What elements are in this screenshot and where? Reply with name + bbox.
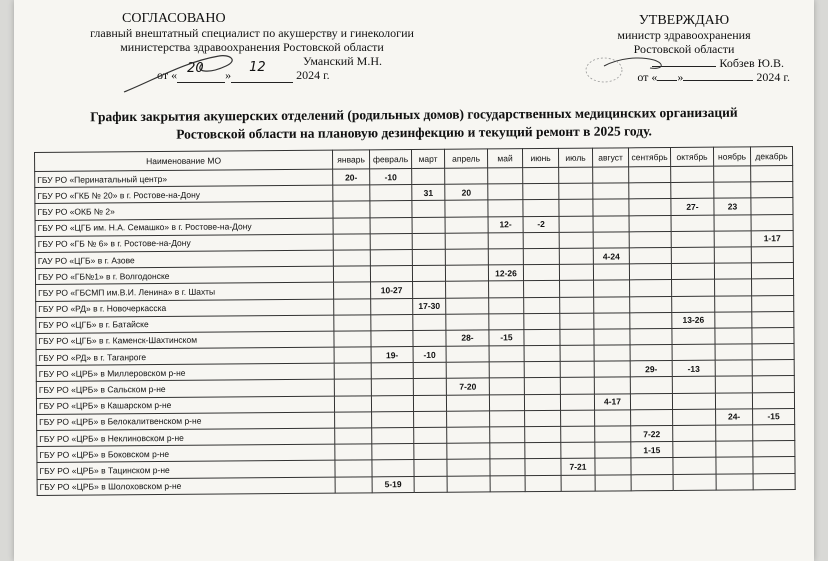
schedule-cell — [490, 443, 525, 459]
schedule-cell — [716, 425, 753, 441]
schedule-cell: 20- — [333, 169, 370, 185]
org-name-cell: ГБУ РО «ЦРБ» в Тацинском р-не — [37, 461, 335, 480]
schedule-cell — [629, 199, 671, 216]
schedule-cell — [752, 311, 794, 328]
schedule-cell — [751, 214, 793, 231]
org-name-cell: ГБУ РО «РД» в г. Новочеркасска — [36, 299, 334, 318]
schedule-cell — [414, 476, 447, 492]
schedule-cell — [414, 460, 447, 476]
month-header: сентябрь — [628, 148, 670, 167]
date-suffix: 2024 г. — [296, 68, 330, 82]
schedule-cell — [561, 410, 595, 426]
schedule-cell: -2 — [523, 216, 559, 232]
schedule-cell — [630, 345, 672, 362]
schedule-cell — [630, 377, 672, 394]
schedule-cell — [715, 328, 752, 344]
schedule-cell — [334, 282, 371, 298]
schedule-cell — [489, 281, 524, 297]
schedule-cell — [370, 201, 412, 218]
schedule-cell — [673, 474, 716, 491]
schedule-cell — [595, 426, 631, 442]
month-header: январь — [332, 150, 369, 169]
schedule-cell — [523, 184, 559, 200]
schedule-cell — [413, 282, 446, 298]
schedule-cell — [334, 363, 371, 379]
approval-left-date: от « 20 » 12 2024 г. — [157, 60, 330, 82]
schedule-cell — [594, 296, 630, 312]
schedule-cell — [594, 313, 630, 329]
org-name-cell: ГАУ РО «ЦГБ» в г. Азове — [35, 250, 333, 269]
approval-right-heading: УТВЕРЖДАЮ — [638, 13, 730, 28]
schedule-cell — [413, 314, 446, 330]
schedule-cell — [334, 331, 371, 347]
schedule-cell — [751, 166, 793, 183]
schedule-cell — [413, 379, 446, 395]
schedule-cell — [751, 198, 793, 215]
schedule-cell — [560, 394, 594, 410]
date-prefix: от « — [157, 68, 178, 82]
schedule-cell — [593, 167, 629, 183]
schedule-cell: 29- — [630, 361, 672, 378]
month-header: март — [411, 149, 444, 168]
schedule-cell: 7-21 — [561, 458, 595, 474]
schedule-cell — [335, 444, 372, 460]
schedule-cell — [560, 280, 594, 296]
month-header: февраль — [369, 150, 411, 169]
schedule-cell — [672, 344, 715, 361]
schedule-cell: 5-19 — [372, 476, 414, 493]
schedule-cell — [370, 233, 412, 250]
schedule-cell — [714, 214, 751, 230]
schedule-cell — [447, 475, 490, 492]
approval-right-date — [574, 70, 794, 84]
schedule-cell — [672, 328, 715, 345]
schedule-cell — [751, 263, 793, 280]
schedule-cell — [488, 200, 523, 216]
schedule-cell: -13 — [672, 360, 715, 377]
org-name-cell: ГБУ РО «ЦГБ» в г. Батайске — [36, 315, 334, 334]
month-header: июль — [558, 148, 592, 167]
schedule-cell — [560, 313, 594, 329]
schedule-cell: 7-22 — [631, 425, 673, 442]
schedule-cell — [629, 183, 671, 200]
org-name-cell: ГБУ РО «Перинатальный центр» — [35, 169, 333, 188]
date-suffix: 2024 г. — [756, 70, 790, 84]
schedule-cell — [752, 376, 794, 393]
schedule-cell — [714, 263, 751, 279]
schedule-cell — [715, 312, 752, 328]
schedule-cell — [630, 328, 672, 345]
title-line-1: График закрытия акушерских отделений (родильных домов) государственных медицинских организаций — [90, 104, 738, 125]
schedule-cell — [446, 362, 489, 379]
month-header: август — [592, 148, 628, 167]
schedule-cell — [752, 392, 794, 409]
schedule-cell — [488, 184, 523, 200]
schedule-cell — [594, 377, 630, 393]
schedule-cell — [489, 297, 524, 313]
schedule-cell — [412, 249, 445, 265]
schedule-cell — [673, 409, 716, 426]
schedule-cell — [595, 410, 631, 426]
schedule-cell — [523, 265, 559, 281]
schedule-cell — [413, 395, 446, 411]
schedule-cell — [372, 460, 414, 477]
schedule-cell — [630, 312, 672, 329]
date-day-handwritten: 20 — [187, 61, 204, 76]
schedule-cell — [333, 217, 370, 233]
document-page — [14, 0, 814, 561]
schedule-cell — [445, 216, 488, 233]
schedule-cell — [370, 266, 412, 283]
schedule-cell — [629, 231, 671, 248]
org-name-cell: ГБУ РО «ЦГБ» в г. Каменск-Шахтинском — [36, 331, 334, 350]
schedule-cell: 20 — [445, 184, 488, 201]
schedule-cell: 4-24 — [593, 248, 629, 264]
schedule-cell — [335, 460, 372, 476]
approval-right-position-1: министр здравоохранения — [617, 28, 751, 42]
schedule-cell — [560, 345, 594, 361]
schedule-cell — [524, 313, 560, 329]
org-name-cell: ГБУ РО «ГКБ № 20» в г. Ростове-на-Дону — [35, 185, 333, 204]
schedule-cell — [524, 297, 560, 313]
schedule-cell — [525, 443, 561, 459]
schedule-cell — [523, 232, 559, 248]
schedule-cell — [751, 182, 793, 199]
schedule-cell — [594, 345, 630, 361]
schedule-cell — [715, 295, 752, 311]
schedule-cell — [672, 393, 715, 410]
schedule-cell — [524, 394, 560, 410]
schedule-cell — [489, 394, 524, 410]
schedule-cell — [334, 395, 371, 411]
schedule-cell — [489, 313, 524, 329]
schedule-cell — [446, 395, 489, 412]
schedule-cell: 1-17 — [751, 230, 793, 247]
schedule-cell — [629, 264, 671, 281]
schedule-cell — [593, 199, 629, 215]
schedule-cell — [524, 345, 560, 361]
schedule-cell: -10 — [413, 346, 446, 362]
schedule-cell: 23 — [714, 198, 751, 214]
org-name-cell: ГБУ РО «ОКБ № 2» — [35, 202, 333, 221]
schedule-cell — [414, 443, 447, 459]
schedule-cell — [488, 168, 523, 184]
schedule-cell — [488, 249, 523, 265]
schedule-cell — [559, 248, 593, 264]
schedule-cell — [335, 476, 372, 492]
schedule-cell — [671, 215, 714, 232]
schedule-cell — [753, 457, 795, 474]
schedule-cell — [630, 393, 672, 410]
schedule-cell — [370, 185, 412, 202]
org-name-cell: ГБУ РО «ЦРБ» в Боковском р-не — [37, 444, 335, 463]
schedule-cell — [446, 346, 489, 363]
schedule-cell — [673, 458, 716, 475]
schedule-cell — [560, 361, 594, 377]
org-header: Наименование МО — [35, 150, 333, 171]
schedule-cell — [489, 362, 524, 378]
schedule-cell — [715, 344, 752, 360]
org-name-cell: ГБУ РО «ЦРБ» в Сальском р-не — [36, 380, 334, 399]
month-header: ноябрь — [713, 147, 750, 166]
schedule-cell — [447, 443, 490, 460]
month-header: май — [487, 149, 522, 168]
schedule-cell: 28- — [446, 330, 489, 347]
table-body — [35, 166, 796, 496]
schedule-cell — [371, 330, 413, 347]
date-prefix: от « — [637, 70, 658, 84]
schedule-cell — [630, 296, 672, 313]
schedule-cell — [629, 167, 671, 184]
schedule-cell — [524, 362, 560, 378]
schedule-cell — [524, 329, 560, 345]
schedule-cell: 10-27 — [371, 282, 413, 299]
schedule-cell: 27- — [671, 199, 714, 216]
schedule-cell — [372, 411, 414, 428]
schedule-cell — [523, 248, 559, 264]
schedule-cell — [673, 441, 716, 458]
schedule-cell — [715, 279, 752, 295]
approval-right-position-2: Ростовской области — [633, 42, 735, 56]
schedule-cell: 7-20 — [446, 378, 489, 395]
schedule-cell — [489, 346, 524, 362]
schedule-cell — [446, 314, 489, 331]
schedule-cell — [593, 264, 629, 280]
schedule-cell — [490, 410, 525, 426]
schedule-cell: 12- — [488, 216, 523, 232]
org-name-cell: ГБУ РО «ЦРБ» в Миллеровском р-не — [36, 363, 334, 382]
schedule-cell — [714, 231, 751, 247]
schedule-cell — [489, 378, 524, 394]
approval-right-name — [574, 56, 794, 70]
title-line-2: Ростовской области на плановую дезинфекцию и текущий ремонт в 2025 году. — [176, 123, 652, 142]
schedule-table — [34, 146, 796, 496]
schedule-cell — [672, 279, 715, 296]
schedule-cell — [594, 280, 630, 296]
schedule-cell — [490, 459, 525, 475]
schedule-cell — [414, 427, 447, 443]
org-name-cell: ГБУ РО «ЦРБ» в Белокалитвенском р-не — [37, 412, 335, 431]
schedule-cell: 24- — [716, 409, 753, 425]
schedule-cell — [445, 168, 488, 185]
month-header: июнь — [522, 148, 558, 167]
schedule-cell — [630, 280, 672, 297]
schedule-cell — [445, 265, 488, 282]
schedule-cell — [631, 474, 673, 491]
schedule-cell: 13-26 — [672, 312, 715, 329]
schedule-cell — [752, 279, 794, 296]
schedule-cell — [412, 201, 445, 217]
schedule-cell — [446, 281, 489, 298]
schedule-cell — [593, 183, 629, 199]
schedule-cell — [752, 360, 794, 377]
org-name-cell: ГБУ РО «ЦРБ» в Неклиновском р-не — [37, 428, 335, 447]
approval-left-position-1: главный внештатный специалист по акушерству и гинекологии — [90, 26, 414, 40]
schedule-cell — [752, 295, 794, 312]
schedule-cell: -15 — [489, 330, 524, 346]
schedule-cell — [671, 247, 714, 264]
schedule-cell — [671, 166, 714, 183]
schedule-cell — [523, 167, 559, 183]
schedule-cell — [370, 249, 412, 266]
schedule-cell — [524, 378, 560, 394]
schedule-cell — [447, 459, 490, 476]
month-header: октябрь — [670, 147, 713, 166]
schedule-cell — [559, 216, 593, 232]
schedule-cell — [445, 233, 488, 250]
schedule-cell — [715, 392, 752, 408]
schedule-cell — [561, 426, 595, 442]
schedule-cell — [593, 232, 629, 248]
schedule-cell — [334, 379, 371, 395]
schedule-cell — [524, 281, 560, 297]
schedule-cell: -10 — [370, 169, 412, 186]
org-name-cell: ГБУ РО «ГБСМП им.В.И. Ленина» в г. Шахты — [36, 282, 334, 301]
schedule-cell — [559, 264, 593, 280]
schedule-cell — [752, 344, 794, 361]
schedule-cell — [560, 297, 594, 313]
schedule-cell — [753, 441, 795, 458]
schedule-cell — [490, 427, 525, 443]
month-header: апрель — [444, 149, 487, 168]
schedule-cell — [525, 475, 561, 491]
schedule-cell: 4-17 — [594, 393, 630, 409]
document-title — [44, 103, 784, 144]
schedule-cell — [631, 458, 673, 475]
schedule-cell — [412, 233, 445, 249]
schedule-cell — [333, 185, 370, 201]
schedule-cell — [714, 182, 751, 198]
month-header: декабрь — [750, 147, 792, 166]
schedule-cell — [672, 377, 715, 394]
approval-block-left — [62, 12, 442, 83]
org-name-cell: ГБУ РО «ГБ № 6» в г. Ростове-на-Дону — [35, 234, 333, 253]
schedule-cell — [671, 231, 714, 248]
schedule-cell — [715, 360, 752, 376]
schedule-cell — [716, 473, 753, 489]
approval-right-name-text: Кобзев Ю.В. — [719, 56, 784, 70]
schedule-cell: 17-30 — [413, 298, 446, 314]
org-name-cell: ГБУ РО «ЦРБ» в Кашарском р-не — [36, 396, 334, 415]
schedule-cell — [371, 379, 413, 396]
schedule-cell — [447, 427, 490, 444]
schedule-cell — [371, 395, 413, 412]
schedule-cell — [335, 412, 372, 428]
approval-left-name: Уманский М.Н. — [302, 54, 382, 68]
org-name-cell: ГБУ РО «ЦГБ им. Н.А. Семашко» в г. Ростове-на-Дону — [35, 218, 333, 237]
schedule-cell — [412, 217, 445, 233]
schedule-cell — [412, 265, 445, 281]
schedule-cell — [716, 441, 753, 457]
schedule-cell — [333, 250, 370, 266]
schedule-cell — [673, 425, 716, 442]
schedule-cell — [629, 247, 671, 264]
schedule-cell — [445, 200, 488, 217]
schedule-cell — [714, 247, 751, 263]
schedule-cell — [671, 182, 714, 199]
schedule-cell — [561, 475, 595, 491]
schedule-cell — [413, 363, 446, 379]
schedule-cell — [488, 232, 523, 248]
schedule-cell — [333, 201, 370, 217]
schedule-cell — [594, 361, 630, 377]
schedule-cell — [714, 166, 751, 182]
approval-block-right — [574, 14, 794, 84]
schedule-cell — [559, 232, 593, 248]
schedule-cell — [333, 266, 370, 282]
schedule-cell — [372, 428, 414, 445]
schedule-cell — [525, 410, 561, 426]
schedule-cell — [753, 425, 795, 442]
schedule-cell — [525, 459, 561, 475]
schedule-cell — [595, 458, 631, 474]
schedule-cell — [751, 246, 793, 263]
schedule-cell — [753, 473, 795, 490]
schedule-cell — [559, 199, 593, 215]
schedule-cell — [446, 297, 489, 314]
schedule-cell — [371, 363, 413, 380]
schedule-cell — [594, 329, 630, 345]
schedule-cell — [445, 249, 488, 266]
schedule-cell — [561, 442, 595, 458]
schedule-cell: 31 — [412, 184, 445, 200]
schedule-cell — [593, 215, 629, 231]
schedule-cell — [560, 329, 594, 345]
approval-left-position-2: министерства здравоохранения Ростовской области — [120, 40, 384, 54]
org-name-cell: ГБУ РО «ГБ№1» в г. Волгодонске — [35, 266, 333, 285]
schedule-cell — [560, 378, 594, 394]
schedule-cell — [671, 263, 714, 280]
schedule-cell — [595, 442, 631, 458]
schedule-cell — [490, 475, 525, 491]
schedule-cell — [334, 298, 371, 314]
org-name-cell: ГБУ РО «ЦРБ» в Шолоховском р-не — [37, 477, 335, 496]
schedule-cell — [631, 409, 673, 426]
schedule-cell: 19- — [371, 347, 413, 364]
schedule-cell — [335, 428, 372, 444]
schedule-cell — [559, 167, 593, 183]
schedule-cell: -15 — [753, 408, 795, 425]
schedule-cell — [716, 457, 753, 473]
schedule-cell — [370, 217, 412, 234]
date-mid: » — [677, 70, 684, 84]
schedule-cell — [334, 315, 371, 331]
schedule-cell — [333, 234, 370, 250]
schedule-cell — [525, 426, 561, 442]
schedule-cell — [715, 376, 752, 392]
org-name-cell: ГБУ РО «РД» в г. Таганроге — [36, 347, 334, 366]
schedule-cell — [629, 215, 671, 232]
schedule-cell — [334, 347, 371, 363]
schedule-cell — [371, 314, 413, 331]
approval-left-heading: СОГЛАСОВАНО — [122, 11, 226, 26]
schedule-cell: 12-26 — [488, 265, 523, 281]
schedule-cell — [752, 327, 794, 344]
schedule-cell — [447, 411, 490, 428]
schedule-cell — [371, 298, 413, 315]
schedule-cell — [595, 474, 631, 490]
schedule-cell — [559, 183, 593, 199]
schedule-cell — [413, 330, 446, 346]
schedule-cell: 1-15 — [631, 442, 673, 459]
schedule-cell — [372, 444, 414, 461]
date-month-handwritten: 12 — [249, 60, 266, 75]
schedule-cell — [523, 200, 559, 216]
schedule-cell — [412, 168, 445, 184]
schedule-cell — [672, 296, 715, 313]
schedule-cell — [414, 411, 447, 427]
